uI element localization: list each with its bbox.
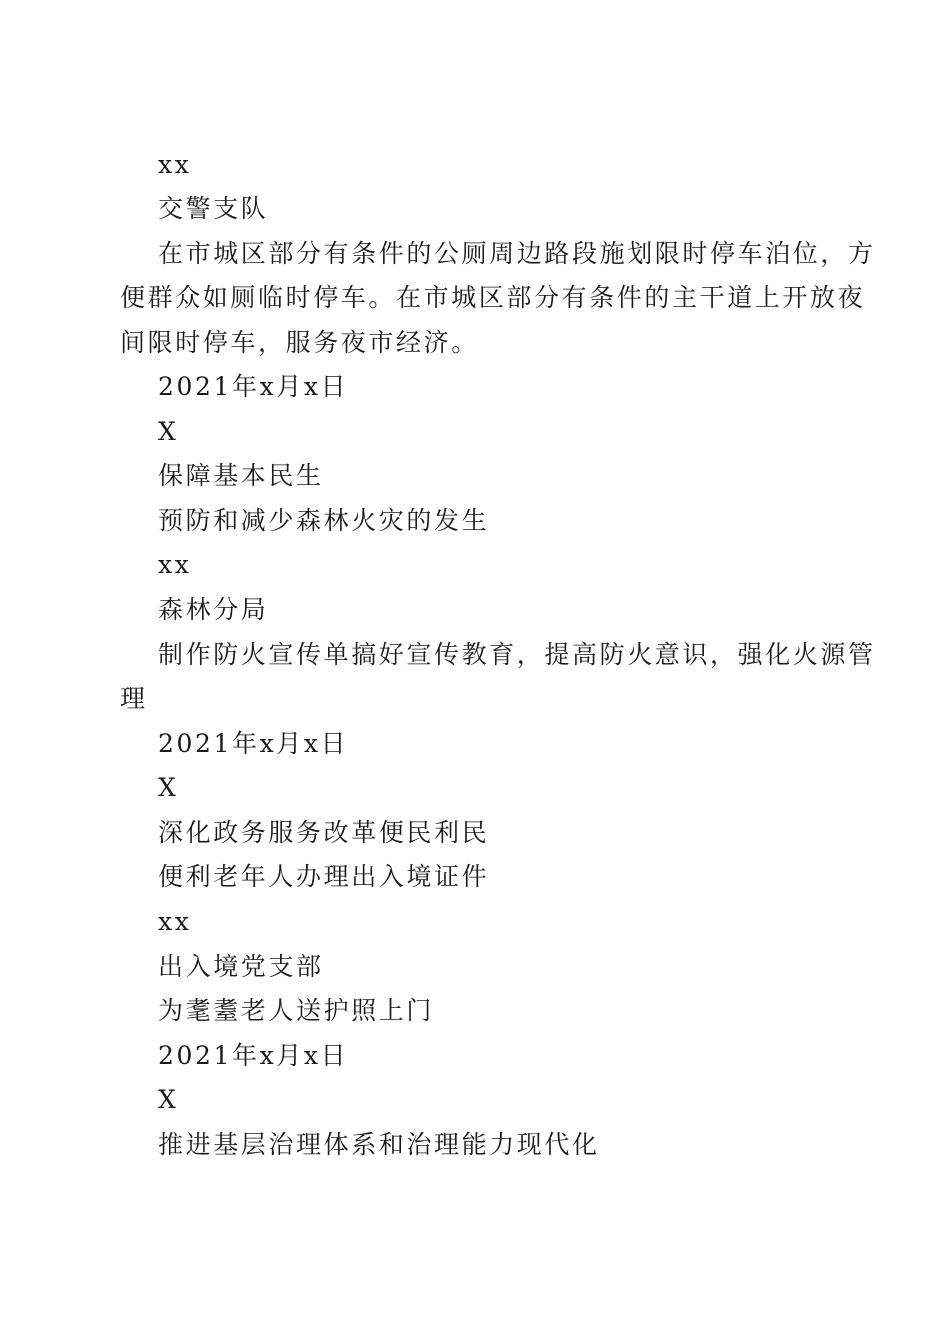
text-line: 深化政务服务改革便民利民: [158, 818, 490, 847]
text-line: 出入境党支部: [158, 952, 324, 981]
text-line: xx: [158, 550, 192, 579]
paragraph-line: 便群众如厕临时停车。在市城区部分有条件的主干道上开放夜: [120, 283, 866, 312]
text-line: X: [158, 773, 179, 802]
paragraph-line: 间限时停车，服务夜市经济。: [120, 328, 479, 357]
text-line: X: [158, 1085, 179, 1114]
text-line: xx: [158, 907, 192, 936]
text-line: 预防和减少森林火灾的发生: [158, 506, 490, 535]
date-line: 2021年x月x日: [158, 729, 349, 758]
paragraph-line: 理: [120, 684, 148, 713]
text-line: 交警支队: [158, 194, 269, 223]
text-line: 森林分局: [158, 595, 269, 624]
text-line: X: [158, 417, 179, 446]
text-line: 为耄耋老人送护照上门: [158, 996, 435, 1025]
paragraph-line: 制作防火宣传单搞好宣传教育，提高防火意识，强化火源管: [158, 640, 876, 669]
text-line: 便利老年人办理出入境证件: [158, 862, 490, 891]
text-line: xx: [158, 150, 192, 179]
date-line: 2021年x月x日: [158, 1041, 349, 1070]
date-line: 2021年x月x日: [158, 372, 349, 401]
text-line: 推进基层治理体系和治理能力现代化: [158, 1130, 600, 1159]
text-line: 保障基本民生: [158, 461, 324, 490]
paragraph-line: 在市城区部分有条件的公厕周边路段施划限时停车泊位，方: [158, 239, 876, 268]
